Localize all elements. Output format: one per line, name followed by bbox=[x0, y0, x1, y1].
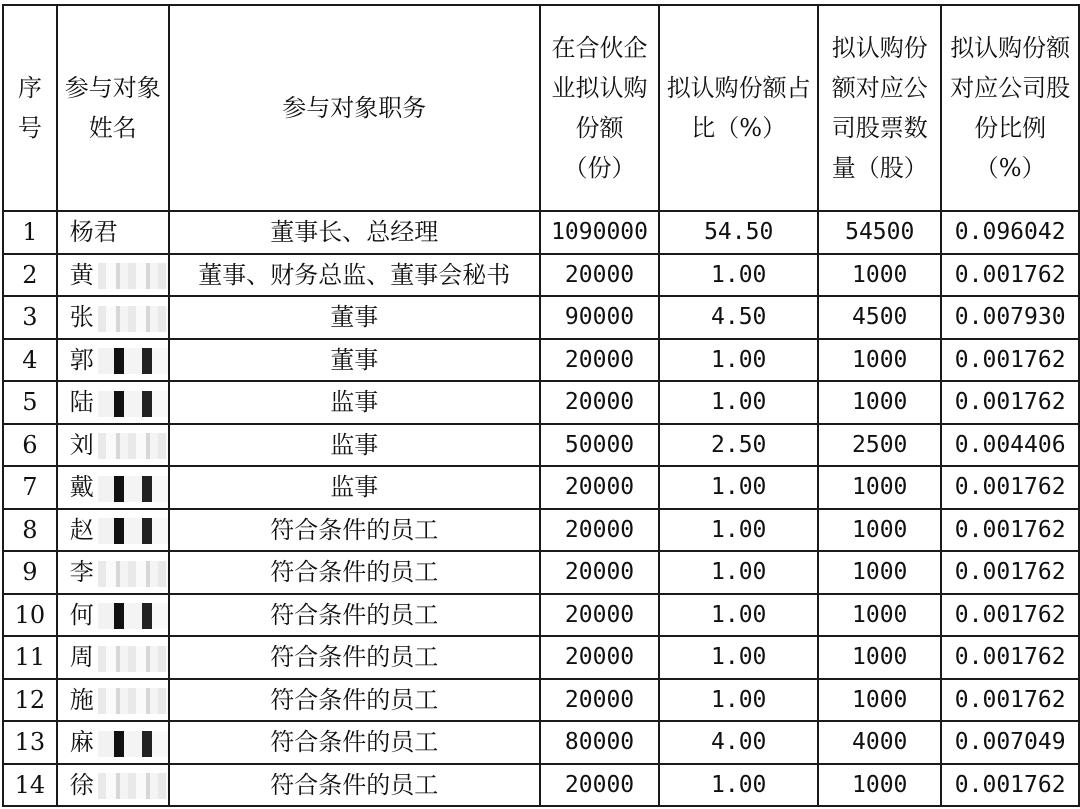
cell-pct bbox=[941, 424, 1079, 467]
cell-no-text: 3 bbox=[22, 303, 38, 332]
cell-no-text: 13 bbox=[14, 728, 46, 757]
redacted-mosaic bbox=[98, 646, 168, 672]
cell-ratio-text: 1.00 bbox=[711, 686, 767, 713]
cell-shares bbox=[540, 296, 660, 339]
cell-name bbox=[57, 679, 169, 722]
cell-shares bbox=[540, 466, 660, 509]
redacted-mosaic bbox=[98, 688, 168, 714]
cell-ratio bbox=[659, 296, 818, 339]
cell-name-text: 李 bbox=[69, 558, 94, 587]
cell-position bbox=[169, 339, 540, 382]
cell-no-text: 5 bbox=[22, 388, 38, 417]
cell-ratio-text: 4.00 bbox=[711, 729, 767, 756]
table-body bbox=[3, 211, 1079, 806]
cell-no-text: 9 bbox=[22, 558, 38, 587]
cell-shares bbox=[540, 381, 660, 424]
redacted-mosaic bbox=[98, 348, 168, 374]
cell-stock bbox=[818, 721, 941, 764]
cell-position bbox=[169, 551, 540, 594]
cell-shares-text: 1090000 bbox=[551, 219, 648, 246]
cell-shares-text: 20000 bbox=[564, 771, 635, 798]
cell-stock bbox=[818, 636, 941, 679]
cell-stock-text: 1000 bbox=[852, 261, 908, 288]
table-row bbox=[3, 254, 1079, 297]
cell-position bbox=[169, 211, 540, 254]
cell-name-text: 徐 bbox=[69, 770, 94, 799]
table-row bbox=[3, 211, 1079, 254]
cell-position-text: 符合条件的员工 bbox=[270, 558, 439, 587]
cell-shares bbox=[540, 764, 660, 807]
cell-position-text: 监事 bbox=[330, 473, 379, 502]
table-row bbox=[3, 551, 1079, 594]
cell-name bbox=[57, 466, 169, 509]
cell-position-text: 符合条件的员工 bbox=[270, 515, 439, 544]
cell-shares bbox=[540, 594, 660, 637]
cell-stock-text: 1000 bbox=[852, 686, 908, 713]
table-row bbox=[3, 764, 1079, 807]
cell-shares bbox=[540, 424, 660, 467]
cell-name bbox=[57, 424, 169, 467]
cell-ratio-text: 1.00 bbox=[711, 346, 767, 373]
table-row bbox=[3, 424, 1079, 467]
cell-pct bbox=[941, 594, 1079, 637]
cell-pct-text: 0.001762 bbox=[954, 389, 1066, 416]
cell-no-text: 2 bbox=[22, 260, 38, 289]
header-pct: 拟认购份额对应公司股份比例（%） bbox=[941, 5, 1079, 211]
cell-name-text: 郭 bbox=[69, 345, 94, 374]
cell-stock-text: 54500 bbox=[845, 219, 915, 246]
cell-stock-text: 2500 bbox=[852, 431, 908, 458]
cell-name-text: 麻 bbox=[69, 728, 94, 757]
cell-name-text: 杨君 bbox=[69, 218, 118, 247]
cell-ratio-text: 1.00 bbox=[711, 389, 767, 416]
cell-shares-text: 80000 bbox=[564, 729, 635, 756]
cell-name bbox=[57, 509, 169, 552]
cell-no bbox=[3, 466, 57, 509]
cell-name bbox=[57, 296, 169, 339]
cell-name-text: 周 bbox=[69, 643, 94, 672]
cell-pct-text: 0.001762 bbox=[954, 686, 1066, 713]
cell-name-text: 黄 bbox=[69, 260, 94, 289]
cell-no bbox=[3, 424, 57, 467]
cell-pct bbox=[941, 509, 1079, 552]
cell-no bbox=[3, 764, 57, 807]
cell-shares bbox=[540, 254, 660, 297]
header-row bbox=[3, 5, 1079, 211]
cell-position bbox=[169, 721, 540, 764]
cell-position bbox=[169, 764, 540, 807]
cell-name bbox=[57, 339, 169, 382]
cell-no bbox=[3, 254, 57, 297]
cell-no-text: 12 bbox=[14, 685, 46, 714]
cell-shares bbox=[540, 211, 660, 254]
cell-ratio-text: 1.00 bbox=[711, 771, 767, 798]
cell-position-text: 董事、财务总监、董事会秘书 bbox=[198, 260, 511, 289]
cell-shares-text: 20000 bbox=[564, 559, 635, 586]
cell-stock-text: 1000 bbox=[852, 516, 908, 543]
cell-pct-text: 0.001762 bbox=[954, 644, 1066, 671]
cell-name bbox=[57, 594, 169, 637]
table-row bbox=[3, 636, 1079, 679]
table-row bbox=[3, 721, 1079, 764]
cell-stock bbox=[818, 764, 941, 807]
cell-ratio bbox=[659, 211, 818, 254]
cell-pct bbox=[941, 381, 1079, 424]
cell-stock bbox=[818, 594, 941, 637]
redacted-mosaic bbox=[98, 433, 168, 459]
cell-no bbox=[3, 679, 57, 722]
cell-ratio-text: 1.00 bbox=[711, 261, 767, 288]
cell-ratio bbox=[659, 551, 818, 594]
cell-stock-text: 1000 bbox=[852, 601, 908, 628]
cell-ratio-text: 1.00 bbox=[711, 474, 767, 501]
cell-no bbox=[3, 636, 57, 679]
cell-shares-text: 20000 bbox=[564, 516, 635, 543]
cell-position bbox=[169, 381, 540, 424]
redacted-mosaic bbox=[98, 731, 168, 757]
cell-position-text: 董事 bbox=[330, 345, 379, 374]
header-no: 序号 bbox=[3, 5, 57, 211]
cell-stock bbox=[818, 339, 941, 382]
cell-position-text: 董事长、总经理 bbox=[270, 218, 439, 247]
cell-position-text: 符合条件的员工 bbox=[270, 643, 439, 672]
cell-pct bbox=[941, 636, 1079, 679]
cell-name bbox=[57, 764, 169, 807]
cell-no bbox=[3, 721, 57, 764]
cell-pct bbox=[941, 721, 1079, 764]
cell-no bbox=[3, 381, 57, 424]
cell-ratio-text: 2.50 bbox=[711, 431, 767, 458]
cell-name bbox=[57, 381, 169, 424]
cell-stock bbox=[818, 509, 941, 552]
cell-shares-text: 50000 bbox=[564, 431, 635, 458]
cell-ratio bbox=[659, 339, 818, 382]
cell-pct bbox=[941, 211, 1079, 254]
cell-stock bbox=[818, 466, 941, 509]
cell-pct-text: 0.001762 bbox=[954, 601, 1066, 628]
cell-position-text: 符合条件的员工 bbox=[270, 770, 439, 799]
cell-position bbox=[169, 296, 540, 339]
cell-ratio-text: 1.00 bbox=[711, 559, 767, 586]
cell-stock-text: 1000 bbox=[852, 474, 908, 501]
cell-pct bbox=[941, 254, 1079, 297]
cell-stock bbox=[818, 551, 941, 594]
cell-ratio bbox=[659, 594, 818, 637]
cell-shares bbox=[540, 636, 660, 679]
redacted-mosaic bbox=[98, 603, 168, 629]
cell-ratio bbox=[659, 636, 818, 679]
cell-position bbox=[169, 679, 540, 722]
redacted-mosaic bbox=[98, 306, 168, 332]
cell-no-text: 11 bbox=[14, 643, 46, 672]
cell-stock-text: 1000 bbox=[852, 389, 908, 416]
cell-position-text: 董事 bbox=[330, 303, 379, 332]
cell-pct-text: 0.001762 bbox=[954, 474, 1066, 501]
cell-no-text: 10 bbox=[14, 600, 46, 629]
cell-stock bbox=[818, 254, 941, 297]
cell-shares bbox=[540, 339, 660, 382]
cell-ratio bbox=[659, 721, 818, 764]
cell-no-text: 4 bbox=[22, 345, 38, 374]
header-ratio: 拟认购份额占比（%） bbox=[659, 5, 818, 211]
cell-pct bbox=[941, 679, 1079, 722]
cell-ratio bbox=[659, 424, 818, 467]
redacted-mosaic bbox=[98, 391, 168, 417]
cell-name bbox=[57, 551, 169, 594]
cell-pct-text: 0.007930 bbox=[954, 304, 1066, 331]
cell-pct-text: 0.007049 bbox=[954, 729, 1066, 756]
redacted-mosaic bbox=[98, 773, 168, 799]
cell-ratio bbox=[659, 679, 818, 722]
cell-stock bbox=[818, 424, 941, 467]
cell-pct-text: 0.004406 bbox=[954, 431, 1066, 458]
cell-no bbox=[3, 296, 57, 339]
cell-pct-text: 0.001762 bbox=[954, 516, 1066, 543]
cell-shares-text: 20000 bbox=[564, 686, 635, 713]
cell-position bbox=[169, 424, 540, 467]
cell-name-text: 施 bbox=[69, 685, 94, 714]
cell-no-text: 14 bbox=[14, 770, 46, 799]
cell-shares-text: 20000 bbox=[564, 389, 635, 416]
cell-ratio-text: 1.00 bbox=[711, 644, 767, 671]
cell-no bbox=[3, 211, 57, 254]
cell-name bbox=[57, 254, 169, 297]
cell-no-text: 8 bbox=[22, 515, 38, 544]
cell-name-text: 赵 bbox=[69, 515, 94, 544]
cell-no-text: 7 bbox=[22, 473, 38, 502]
cell-shares-text: 20000 bbox=[564, 346, 635, 373]
cell-stock bbox=[818, 381, 941, 424]
header-shares: 在合伙企业拟认购份额（份） bbox=[540, 5, 660, 211]
table-row bbox=[3, 466, 1079, 509]
cell-name bbox=[57, 211, 169, 254]
cell-no bbox=[3, 551, 57, 594]
table-row bbox=[3, 594, 1079, 637]
table-row bbox=[3, 509, 1079, 552]
cell-no-text: 1 bbox=[22, 218, 38, 247]
table-row bbox=[3, 381, 1079, 424]
cell-position-text: 监事 bbox=[330, 430, 379, 459]
cell-stock bbox=[818, 679, 941, 722]
cell-no bbox=[3, 594, 57, 637]
cell-stock-text: 4500 bbox=[852, 304, 908, 331]
cell-stock-text: 1000 bbox=[852, 644, 908, 671]
cell-position bbox=[169, 254, 540, 297]
cell-stock bbox=[818, 211, 941, 254]
cell-stock-text: 1000 bbox=[852, 346, 908, 373]
cell-pct bbox=[941, 296, 1079, 339]
cell-name-text: 张 bbox=[69, 303, 94, 332]
cell-name bbox=[57, 636, 169, 679]
cell-no bbox=[3, 339, 57, 382]
cell-stock bbox=[818, 296, 941, 339]
cell-position bbox=[169, 466, 540, 509]
cell-ratio bbox=[659, 764, 818, 807]
cell-ratio-text: 54.50 bbox=[704, 219, 774, 246]
cell-shares-text: 20000 bbox=[564, 261, 635, 288]
cell-position-text: 符合条件的员工 bbox=[270, 685, 439, 714]
cell-stock-text: 1000 bbox=[852, 559, 908, 586]
cell-shares bbox=[540, 679, 660, 722]
cell-shares bbox=[540, 509, 660, 552]
cell-name bbox=[57, 721, 169, 764]
cell-shares-text: 90000 bbox=[564, 304, 635, 331]
cell-pct-text: 0.096042 bbox=[954, 219, 1066, 246]
header-position: 参与对象职务 bbox=[169, 5, 540, 211]
cell-position bbox=[169, 509, 540, 552]
cell-pct-text: 0.001762 bbox=[954, 346, 1066, 373]
cell-ratio-text: 4.50 bbox=[711, 304, 767, 331]
cell-ratio bbox=[659, 466, 818, 509]
cell-shares-text: 20000 bbox=[564, 474, 635, 501]
cell-position-text: 符合条件的员工 bbox=[270, 728, 439, 757]
cell-position bbox=[169, 594, 540, 637]
cell-pct bbox=[941, 466, 1079, 509]
cell-pct bbox=[941, 551, 1079, 594]
redacted-mosaic bbox=[98, 561, 168, 587]
table-row bbox=[3, 679, 1079, 722]
cell-name-text: 刘 bbox=[69, 430, 94, 459]
cell-name-text: 戴 bbox=[69, 473, 94, 502]
table-row bbox=[3, 296, 1079, 339]
cell-pct bbox=[941, 339, 1079, 382]
cell-pct bbox=[941, 764, 1079, 807]
cell-shares bbox=[540, 551, 660, 594]
cell-position bbox=[169, 636, 540, 679]
cell-no bbox=[3, 509, 57, 552]
header-stock: 拟认购份额对应公司股票数量（股） bbox=[818, 5, 941, 211]
cell-shares bbox=[540, 721, 660, 764]
cell-no-text: 6 bbox=[22, 430, 38, 459]
cell-ratio bbox=[659, 509, 818, 552]
header-name: 参与对象姓名 bbox=[57, 5, 169, 211]
cell-ratio-text: 1.00 bbox=[711, 516, 767, 543]
redacted-mosaic bbox=[98, 518, 168, 544]
cell-pct-text: 0.001762 bbox=[954, 261, 1066, 288]
cell-ratio bbox=[659, 254, 818, 297]
subscription-table bbox=[2, 4, 1080, 807]
cell-stock-text: 1000 bbox=[852, 771, 908, 798]
table-row bbox=[3, 339, 1079, 382]
cell-name-text: 陆 bbox=[69, 388, 94, 417]
redacted-mosaic bbox=[98, 476, 168, 502]
cell-position-text: 监事 bbox=[330, 388, 379, 417]
cell-shares-text: 20000 bbox=[564, 644, 635, 671]
cell-ratio-text: 1.00 bbox=[711, 601, 767, 628]
cell-ratio bbox=[659, 381, 818, 424]
redacted-mosaic bbox=[98, 263, 168, 289]
cell-stock-text: 4000 bbox=[852, 729, 908, 756]
cell-position-text: 符合条件的员工 bbox=[270, 600, 439, 629]
cell-pct-text: 0.001762 bbox=[954, 559, 1066, 586]
cell-shares-text: 20000 bbox=[564, 601, 635, 628]
cell-name-text: 何 bbox=[69, 600, 94, 629]
cell-pct-text: 0.001762 bbox=[954, 771, 1066, 798]
